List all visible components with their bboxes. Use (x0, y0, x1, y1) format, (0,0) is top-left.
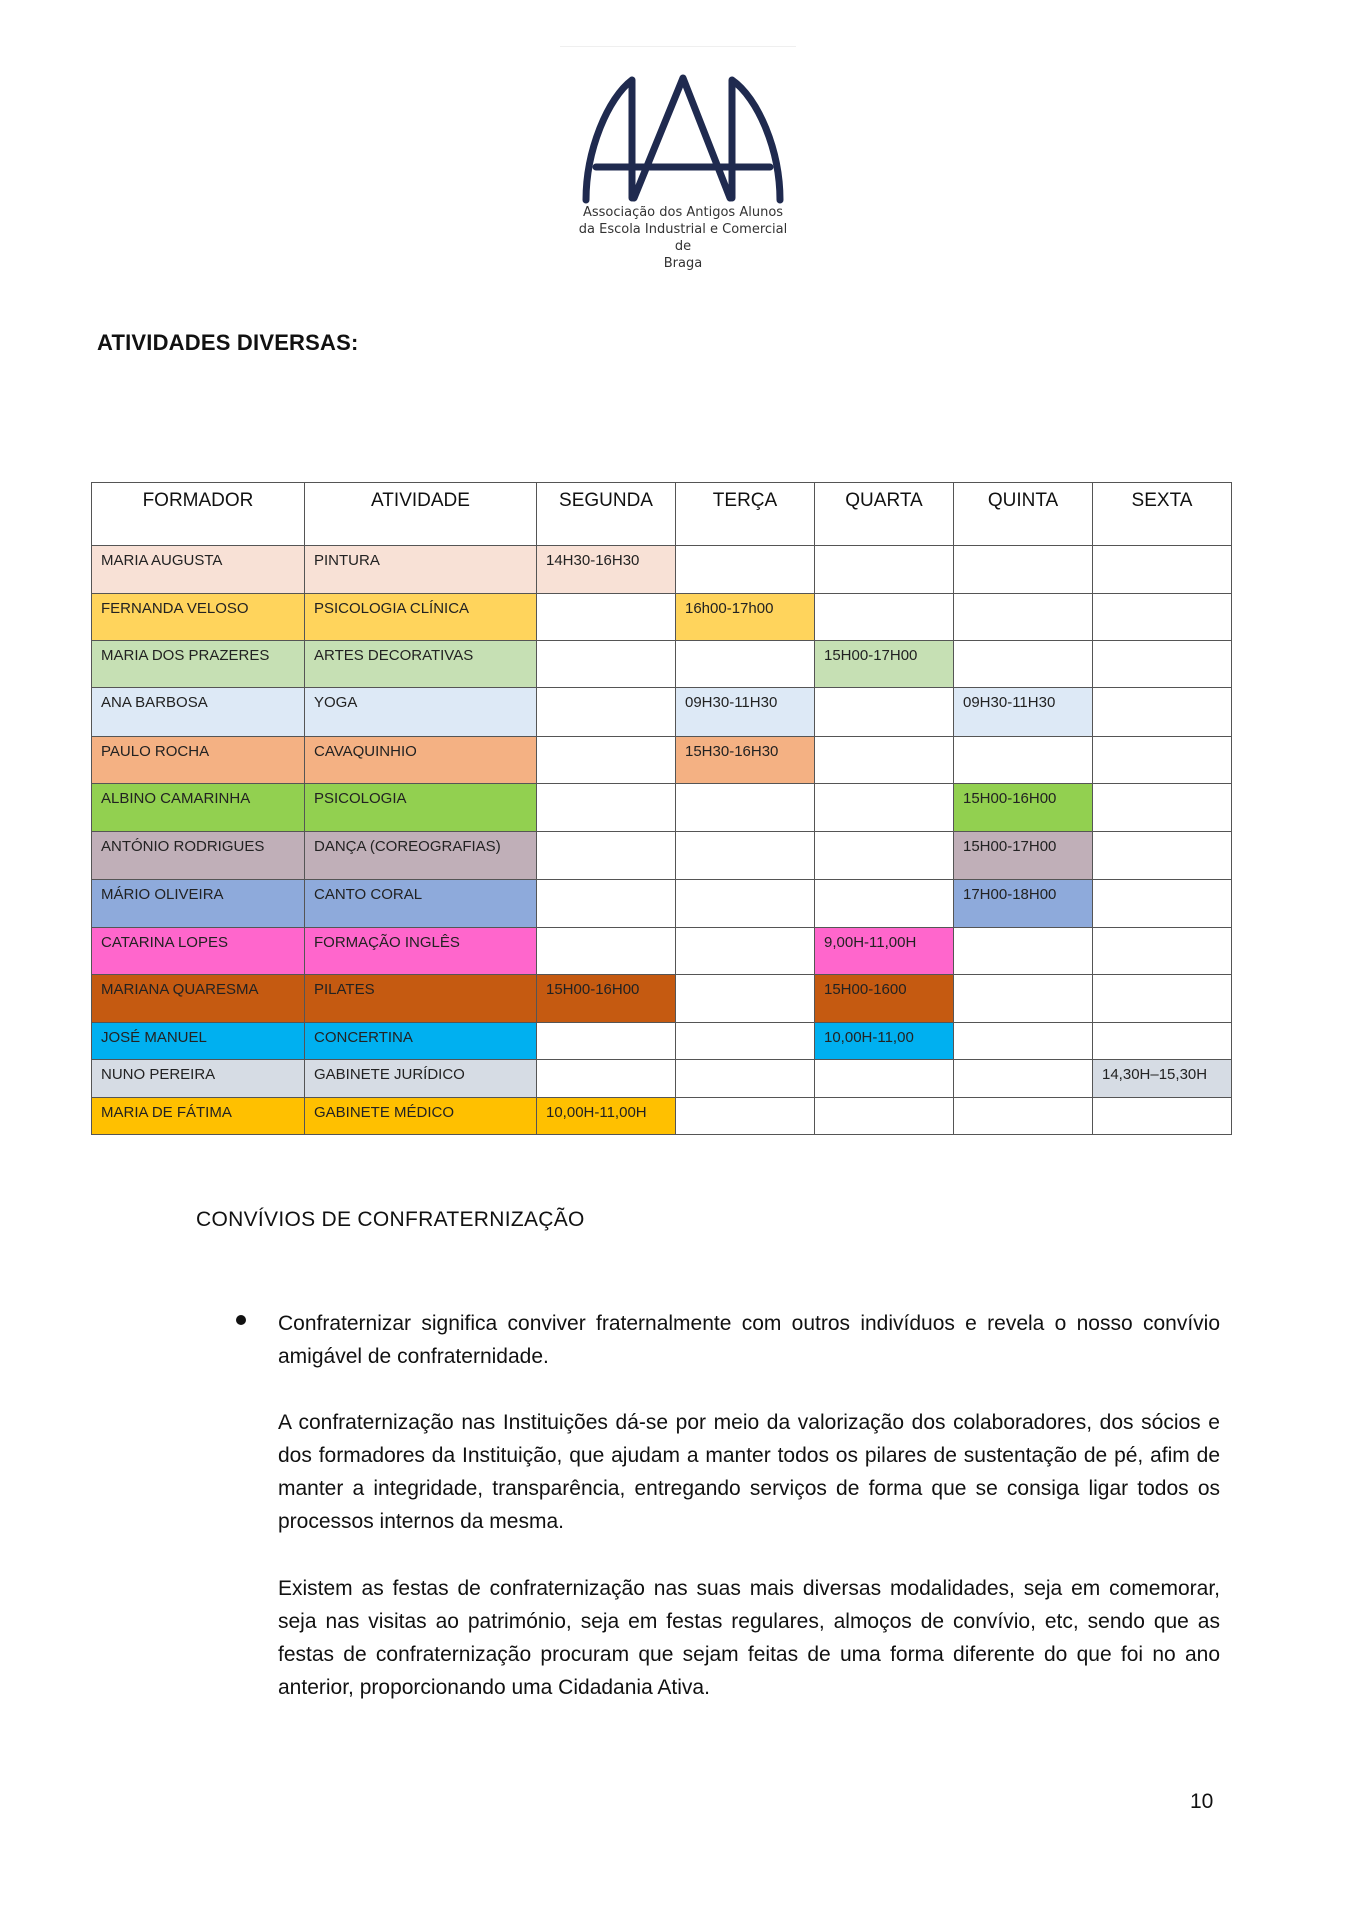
header-rule (560, 46, 796, 47)
atividade-cell: CANTO CORAL (305, 880, 537, 928)
atividade-cell: PSICOLOGIA (305, 784, 537, 832)
formador-cell: MARIA DOS PRAZERES (92, 641, 305, 688)
quinta-cell: 17H00-18H00 (954, 880, 1093, 928)
terca-cell (676, 1060, 815, 1098)
logo-line: Braga (663, 256, 703, 271)
table-row (92, 1098, 1232, 1135)
formador-cell: CATARINA LOPES (92, 928, 305, 975)
terca-cell: 15H30-16H30 (676, 737, 815, 784)
quarta-cell (815, 688, 954, 737)
quinta-cell (954, 737, 1093, 784)
bullet-icon (236, 1315, 246, 1325)
quarta-cell (815, 880, 954, 928)
paragraph-1: Confraternizar significa conviver fraternalmente com outros indivíduos e revela o nosso convívio amigável de confraternidade. (278, 1312, 1220, 1368)
quarta-cell (815, 594, 954, 641)
formador-cell: FERNANDA VELOSO (92, 594, 305, 641)
atividade-cell: ARTES DECORATIVAS (305, 641, 537, 688)
terca-cell (676, 784, 815, 832)
header-terca: TERÇA (676, 483, 815, 546)
formador-cell: ANA BARBOSA (92, 688, 305, 737)
sexta-cell (1093, 546, 1232, 594)
quarta-cell (815, 546, 954, 594)
quarta-cell (815, 737, 954, 784)
atividade-cell: CAVAQUINHIO (305, 737, 537, 784)
atividade-cell: CONCERTINA (305, 1023, 537, 1060)
table-header-row (92, 483, 1232, 546)
table-row (92, 832, 1232, 880)
atividade-cell: PINTURA (305, 546, 537, 594)
quinta-cell (954, 594, 1093, 641)
quarta-cell: 10,00H-11,00 (815, 1023, 954, 1060)
page-number: 10 (1190, 1790, 1214, 1813)
segunda-cell: 10,00H-11,00H (537, 1098, 676, 1135)
logo-line: Associação dos Antigos Alunos (582, 205, 784, 220)
segunda-cell (537, 594, 676, 641)
subsection-title: CONVÍVIOS DE CONFRATERNIZAÇÃO (196, 1208, 585, 1231)
table-row (92, 594, 1232, 641)
sexta-cell (1093, 975, 1232, 1023)
quinta-cell (954, 641, 1093, 688)
table-row (92, 641, 1232, 688)
formador-cell: MARIA AUGUSTA (92, 546, 305, 594)
quinta-cell (954, 928, 1093, 975)
header-formador: FORMADOR (92, 483, 305, 546)
terca-cell (676, 928, 815, 975)
sexta-cell (1093, 641, 1232, 688)
header-quarta: QUARTA (815, 483, 954, 546)
header-segunda: SEGUNDA (537, 483, 676, 546)
logo-line: de (674, 239, 692, 254)
terca-cell (676, 832, 815, 880)
sexta-cell (1093, 832, 1232, 880)
quinta-cell: 09H30-11H30 (954, 688, 1093, 737)
segunda-cell (537, 832, 676, 880)
sexta-cell (1093, 594, 1232, 641)
table-row (92, 880, 1232, 928)
terca-cell: 09H30-11H30 (676, 688, 815, 737)
sexta-cell (1093, 688, 1232, 737)
formador-cell: PAULO ROCHA (92, 737, 305, 784)
atividade-cell: FORMAÇÃO INGLÊS (305, 928, 537, 975)
atividade-cell: PILATES (305, 975, 537, 1023)
formador-cell: ALBINO CAMARINHA (92, 784, 305, 832)
quinta-cell: 15H00-16H00 (954, 784, 1093, 832)
segunda-cell (537, 737, 676, 784)
sexta-cell (1093, 784, 1232, 832)
quarta-cell: 9,00H-11,00H (815, 928, 954, 975)
terca-cell (676, 1023, 815, 1060)
atividade-cell: DANÇA (COREOGRAFIAS) (305, 832, 537, 880)
quinta-cell (954, 1098, 1093, 1135)
segunda-cell (537, 928, 676, 975)
header-sexta: SEXTA (1093, 483, 1232, 546)
sexta-cell (1093, 1023, 1232, 1060)
quinta-cell (954, 1060, 1093, 1098)
segunda-cell (537, 1060, 676, 1098)
sexta-cell (1093, 880, 1232, 928)
table-row (92, 784, 1232, 832)
table-row (92, 546, 1232, 594)
aaa-logo-icon (578, 70, 788, 204)
atividade-cell: PSICOLOGIA CLÍNICA (305, 594, 537, 641)
logo-caption (560, 204, 806, 272)
sexta-cell (1093, 928, 1232, 975)
terca-cell (676, 641, 815, 688)
terca-cell (676, 880, 815, 928)
quinta-cell (954, 975, 1093, 1023)
segunda-cell (537, 688, 676, 737)
quarta-cell (815, 832, 954, 880)
table-row (92, 688, 1232, 737)
schedule-body (92, 546, 1232, 1135)
segunda-cell (537, 641, 676, 688)
quarta-cell (815, 784, 954, 832)
segunda-cell (537, 1023, 676, 1060)
table-row (92, 1060, 1232, 1098)
association-logo (560, 66, 806, 276)
quarta-cell: 15H00-17H00 (815, 641, 954, 688)
logo-line: da Escola Industrial e Comercial (578, 222, 788, 237)
terca-cell: 16h00-17h00 (676, 594, 815, 641)
atividade-cell: GABINETE MÉDICO (305, 1098, 537, 1135)
header-quinta: QUINTA (954, 483, 1093, 546)
quarta-cell (815, 1060, 954, 1098)
atividade-cell: GABINETE JURÍDICO (305, 1060, 537, 1098)
section-title: ATIVIDADES DIVERSAS: (97, 330, 359, 355)
table-row (92, 975, 1232, 1023)
formador-cell: JOSÉ MANUEL (92, 1023, 305, 1060)
quinta-cell (954, 546, 1093, 594)
terca-cell (676, 1098, 815, 1135)
segunda-cell: 14H30-16H30 (537, 546, 676, 594)
formador-cell: MARIA DE FÁTIMA (92, 1098, 305, 1135)
table-row (92, 1023, 1232, 1060)
quinta-cell (954, 1023, 1093, 1060)
formador-cell: NUNO PEREIRA (92, 1060, 305, 1098)
terca-cell (676, 975, 815, 1023)
schedule-table (91, 482, 1232, 1135)
quarta-cell: 15H00-1600 (815, 975, 954, 1023)
sexta-cell (1093, 737, 1232, 784)
terca-cell (676, 546, 815, 594)
header-atividade: ATIVIDADE (305, 483, 537, 546)
formador-cell: MÁRIO OLIVEIRA (92, 880, 305, 928)
formador-cell: ANTÓNIO RODRIGUES (92, 832, 305, 880)
paragraph-3: Existem as festas de confraternização nas suas mais diversas modalidades, seja em comemorar, seja nas visitas ao património, seja em festas regulares, almoços de convívio, etc, sendo que as festas de confraternização procuram que sejam feitas de uma forma diferente do que foi no ano anterior, proporcionando uma Cidadania Ativa. (278, 1577, 1220, 1699)
sexta-cell: 14,30H–15,30H (1093, 1060, 1232, 1098)
paragraph-2: A confraternização nas Instituições dá-se por meio da valorização dos colaboradores, dos sócios e dos formadores da Instituição, que ajudam a manter todos os pilares de sustentação de pé, afim de manter a integridade, transparência, entregando serviços de forma que se consiga ligar todos os processos internos da mesma. (278, 1411, 1220, 1533)
segunda-cell (537, 784, 676, 832)
atividade-cell: YOGA (305, 688, 537, 737)
quarta-cell (815, 1098, 954, 1135)
table-row (92, 737, 1232, 784)
segunda-cell (537, 880, 676, 928)
quinta-cell: 15H00-17H00 (954, 832, 1093, 880)
formador-cell: MARIANA QUARESMA (92, 975, 305, 1023)
segunda-cell: 15H00-16H00 (537, 975, 676, 1023)
sexta-cell (1093, 1098, 1232, 1135)
table-row (92, 928, 1232, 975)
